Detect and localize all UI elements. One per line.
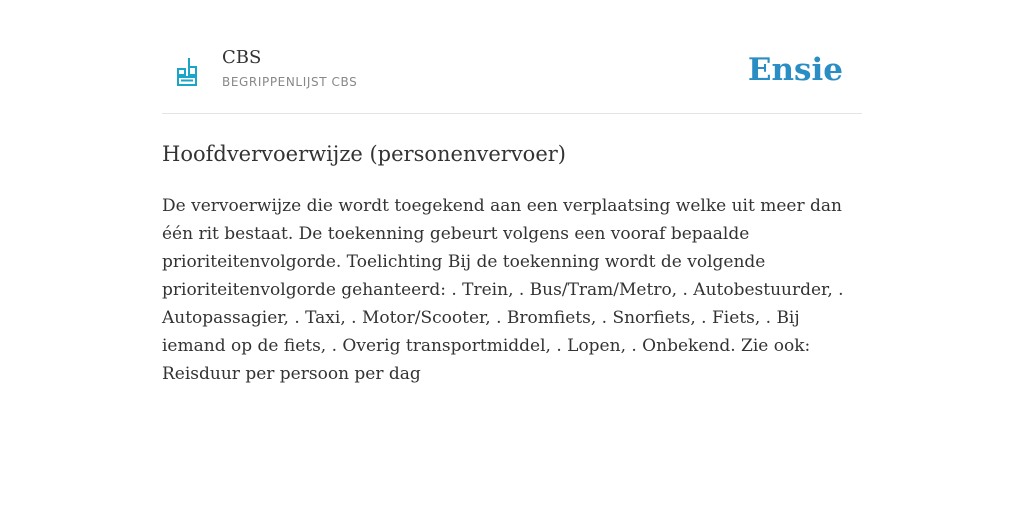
card-header <box>162 0 862 114</box>
org-subtitle[interactable]: BEGRIPPENLIJST CBS <box>222 75 358 89</box>
term-definition: De vervoerwijze die wordt toegekend aan een verplaatsing welke uit meer dan één rit bestaat. De toekenning gebeurt volgens een vooraf bepaalde prioriteitenvolgorde. Toelichting Bij de toekenning wordt de volgende prioriteitenvolgorde gehanteerd: . Trein, . Bus/Tram/Metro, . Autobestuurder, . Autopassagier, . Taxi, . Motor/Scooter, . Bromfiets, . Snorfiets, . Fiets, . Bij iemand op de fiets, . Overig transportmiddel, . Lopen, . Onbekend. Zie ook: Reisduur per persoon per dag <box>162 196 844 384</box>
term-title: Hoofdvervoerwijze (personenvervoer) <box>162 142 566 166</box>
brand-logo[interactable]: Ensie <box>747 52 843 88</box>
cbs-logo-icon[interactable] <box>176 56 198 88</box>
org-name[interactable]: CBS <box>222 47 262 68</box>
term-card <box>162 0 862 388</box>
